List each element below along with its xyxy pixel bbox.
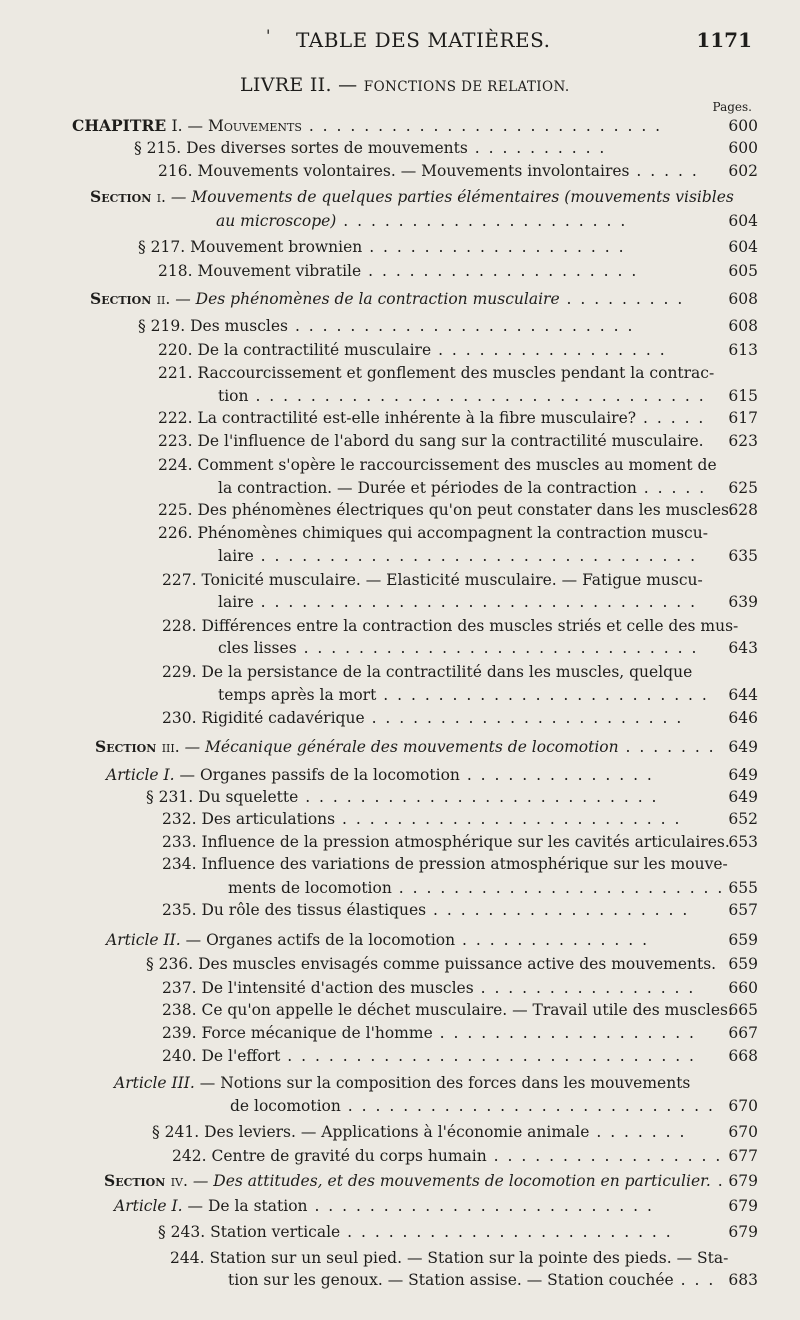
toc-entry	[162, 662, 692, 682]
toc-entry	[152, 1122, 686, 1142]
page-ref: 615	[728, 387, 758, 405]
entry-number: 218.	[158, 262, 198, 280]
toc-entry	[158, 455, 717, 475]
page-ref: 643	[728, 639, 758, 657]
toc-entry	[114, 1073, 690, 1093]
leader-dots: . . . . . . . . . . . . . . . . . . . . . . . . .	[288, 317, 635, 335]
page-ref: 600	[728, 117, 758, 135]
book-heading	[240, 74, 570, 96]
entry-title: Station verticale	[210, 1223, 341, 1241]
leader-dots: . . . . . . . . . . . . . . . . . . . . . . . . . . .	[340, 1097, 715, 1115]
page-ref: 660	[728, 979, 758, 997]
toc-entry	[218, 685, 709, 705]
page-ref: 679	[728, 1197, 758, 1215]
entry-number: I.	[171, 1197, 188, 1215]
leader-dots: . . . . . . .	[589, 1123, 687, 1141]
page-ref: 683	[728, 1271, 758, 1289]
entry-number: II.	[163, 931, 186, 949]
leader-dots: . . . . . . . . . . . . . . . . . . .	[362, 238, 626, 256]
toc-entry	[158, 431, 704, 451]
toc-entry	[158, 523, 708, 543]
entry-title: Des diverses sortes de mouvements	[186, 139, 468, 157]
entry-label: Section	[104, 1171, 171, 1190]
page-ref: 657	[728, 901, 758, 919]
leader-dots: . . . . . . . . . . . . . . . . . . . . . . . . . . . . . . . .	[253, 593, 698, 611]
entry-number: § 217.	[138, 238, 191, 256]
toc-entry	[72, 116, 662, 136]
toc-entry	[158, 1222, 673, 1242]
page-ref: 670	[728, 1097, 758, 1115]
leader-dots: . . . . .	[629, 162, 699, 180]
entry-title: Rigidité cadavérique	[201, 709, 365, 727]
entry-number: § 219.	[138, 317, 191, 335]
entry-number: 220.	[158, 341, 198, 359]
toc-entry	[228, 878, 724, 898]
entry-title: tion sur les genoux. — Station assise. — Station couchée	[228, 1271, 674, 1289]
entry-title: cles lisses	[218, 639, 297, 657]
toc-entry	[158, 408, 705, 428]
toc-entry	[158, 261, 638, 281]
page-ref: 665	[728, 1001, 758, 1019]
leader-dots: . . . . . . .	[618, 738, 716, 756]
leader-dots: . . . . . . . . . . . . . . . . . . . . . . . . .	[335, 810, 682, 828]
entry-number: 244.	[170, 1249, 210, 1267]
header-mark: '	[266, 26, 271, 45]
toc-entry	[90, 289, 684, 309]
leader-dots: . . . . .	[636, 409, 706, 427]
entry-number: 233.	[162, 833, 202, 851]
toc-entry	[218, 592, 697, 612]
entry-number: 216.	[158, 162, 198, 180]
toc-entry	[158, 363, 714, 383]
entry-title: au microscope)	[216, 212, 337, 230]
toc-entry	[106, 930, 649, 950]
entry-title: Des leviers. — Applications à l'économie animale	[204, 1123, 590, 1141]
entry-title: — Mouvements	[187, 117, 302, 135]
toc-entry	[158, 500, 734, 520]
entry-title: De l'influence de l'abord du sang sur la contractilité musculaire.	[197, 432, 704, 450]
toc-entry	[218, 478, 706, 498]
entry-title: Ce qu'on appelle le déchet musculaire. — Travail utile des muscles.	[201, 1001, 733, 1019]
entry-number: 230.	[162, 709, 202, 727]
entry-title: laire	[218, 547, 254, 565]
leader-dots: . . . . . . . . . . . . . . . . . . . . . . . .	[391, 879, 725, 897]
entry-title: Influence de la pression atmosphérique sur les cavités articulaires.	[201, 833, 730, 851]
page-ref: 649	[728, 788, 758, 806]
entry-title: De l'intensité d'action des muscles	[201, 979, 474, 997]
leader-dots: . . . . . . . . . . . . . . . . . . . . . . . . .	[307, 1197, 654, 1215]
entry-number: 229.	[162, 663, 202, 681]
entry-label: Article	[114, 1074, 172, 1092]
entry-number: § 236.	[146, 955, 199, 973]
leader-dots: . . . . . . . . . . . . . . . . . . . . .	[336, 212, 628, 230]
entry-title: De la persistance de la contractilité dans les muscles, quelque	[201, 663, 693, 681]
entry-title: Influence des variations de pression atmosphérique sur les mouve-	[201, 855, 728, 873]
toc-entry	[216, 211, 627, 231]
entry-title: Du squelette	[198, 788, 299, 806]
leader-dots: . . . . . . . . . . . . . . . . . . . . . . . . . . . . . . . .	[253, 547, 698, 565]
entry-number: § 241.	[152, 1123, 205, 1141]
entry-number: 222.	[158, 409, 198, 427]
toc-entry	[162, 1023, 696, 1043]
entry-title: Centre de gravité du corps humain	[211, 1147, 487, 1165]
leader-dots: . . . . . . . . . . . . . . . . . . . . . . . . . . . . . . . . .	[248, 387, 706, 405]
leader-dots: . . . . .	[636, 479, 707, 497]
running-header	[0, 28, 800, 58]
page-number: 1171	[696, 28, 752, 52]
toc-entry	[106, 765, 654, 785]
entry-number: iv.	[170, 1172, 193, 1190]
entry-number: I.	[163, 766, 180, 784]
entry-title: Des muscles envisagés comme puissance active des mouvements.	[198, 955, 717, 973]
entry-title: — Organes actifs de la locomotion	[185, 931, 456, 949]
toc-entry	[162, 616, 738, 636]
entry-number: 235.	[162, 901, 202, 919]
toc-entry	[162, 1046, 696, 1066]
toc-entry	[90, 187, 734, 207]
entry-number: 225.	[158, 501, 198, 519]
page-ref: 679	[728, 1172, 758, 1190]
leader-dots: . . . . . . . . . . . . . . . . . . . . . . . .	[340, 1223, 673, 1241]
leader-dots: . . .	[673, 1271, 716, 1289]
page-ref: 649	[728, 766, 758, 784]
entry-number: 239.	[162, 1024, 202, 1042]
page-ref: 649	[728, 738, 758, 756]
toc-entry	[230, 1096, 715, 1116]
leader-dots: . . . . . . . . . . . . . . . . .	[486, 1147, 723, 1165]
toc-entry	[162, 809, 681, 829]
page-ref: 677	[728, 1147, 758, 1165]
toc-entry	[162, 978, 695, 998]
entry-title: Mouvement brownien	[190, 238, 363, 256]
toc-entry	[162, 854, 728, 874]
entry-number: 226.	[158, 524, 198, 542]
entry-title: Raccourcissement et gonflement des muscles pendant la contrac-	[197, 364, 715, 382]
page-ref: 670	[728, 1123, 758, 1141]
entry-title: tion	[218, 387, 249, 405]
entry-number: § 231.	[146, 788, 199, 806]
running-title: TABLE DES MATIÈRES.	[296, 28, 551, 52]
entry-number: 228.	[162, 617, 202, 635]
leader-dots: . . . . . . . . . . . . . . . .	[473, 979, 696, 997]
toc-entry	[146, 954, 716, 974]
toc-entry	[95, 737, 716, 757]
page-ref: 646	[728, 709, 758, 727]
entry-title: Phénomènes chimiques qui accompagnent la contraction muscu-	[197, 524, 708, 542]
entry-number: 238.	[162, 1001, 202, 1019]
toc-entry	[218, 386, 706, 406]
entry-number: III.	[171, 1074, 200, 1092]
entry-title: la contraction. — Durée et périodes de la contraction	[218, 479, 637, 497]
leader-dots: .	[710, 1172, 725, 1190]
page-ref: 613	[728, 341, 758, 359]
leader-dots: . . . . . . . . . . . . . . . . . . . . . . . . . .	[301, 117, 663, 135]
toc-entry	[170, 1248, 728, 1268]
page-ref: 652	[728, 810, 758, 828]
leader-dots: . . . . . . . . . . . . . . . . . . .	[426, 901, 690, 919]
page-ref: 668	[728, 1047, 758, 1065]
entry-title: — Des phénomènes de la contraction musculaire	[175, 290, 560, 308]
entry-label: Section	[95, 737, 162, 756]
entry-title: temps après la mort	[218, 686, 377, 704]
entry-number: I.	[171, 117, 188, 135]
toc-entry	[134, 138, 606, 158]
toc-entry	[146, 787, 658, 807]
page-ref: 623	[728, 432, 758, 450]
entry-title: Des muscles	[190, 317, 289, 335]
leader-dots: . . . . . . . . . . . . . . . . . . . . . . . . . . . . . .	[280, 1047, 696, 1065]
toc-entry	[162, 900, 689, 920]
toc-entry	[162, 832, 730, 852]
entry-title: Tonicité musculaire. — Elasticité musculaire. — Fatigue muscu-	[201, 571, 703, 589]
entry-title: Force mécanique de l'homme	[201, 1024, 433, 1042]
entry-title: Comment s'opère le raccourcissement des muscles au moment de	[197, 456, 717, 474]
entry-title: Des phénomènes électriques qu'on peut constater dans les muscles.	[197, 501, 734, 519]
leader-dots: . . . . . . . . . . . . . . . . . . .	[432, 1024, 696, 1042]
toc-entry	[114, 1196, 654, 1216]
leader-dots: . . . . . . . . . . . . . . . . . . . . . . .	[364, 709, 684, 727]
entry-title: Mouvement vibratile	[197, 262, 362, 280]
entry-title: de locomotion	[230, 1097, 341, 1115]
page-ref: 653	[728, 833, 758, 851]
toc-entry	[218, 546, 697, 566]
page-ref: 608	[728, 317, 758, 335]
toc-entry	[158, 161, 699, 181]
entry-number: 223.	[158, 432, 198, 450]
page-ref: 655	[728, 879, 758, 897]
entry-label: Section	[90, 289, 157, 308]
page-ref: 600	[728, 139, 758, 157]
entry-title: laire	[218, 593, 254, 611]
leader-dots: . . . . . . . . .	[559, 290, 685, 308]
entry-title: Du rôle des tissus élastiques	[201, 901, 427, 919]
entry-label: Article	[114, 1197, 172, 1215]
toc-entry	[218, 638, 698, 658]
entry-title: De la contractilité musculaire	[197, 341, 432, 359]
leader-dots: . . . . . . . . . . . . . . . . . . . . . . . . . .	[298, 788, 659, 806]
entry-title: De l'effort	[201, 1047, 281, 1065]
entry-title: Mouvements volontaires. — Mouvements involontaires	[197, 162, 630, 180]
book-title: LIVRE II. —	[240, 74, 358, 96]
entry-label: Article	[106, 766, 164, 784]
entry-number: 221.	[158, 364, 198, 382]
page-ref: 639	[728, 593, 758, 611]
leader-dots: . . . . . . . . . . . . . . . . . . . . . . . . . . . . .	[296, 639, 699, 657]
entry-title: Différences entre la contraction des muscles striés et celle des mus-	[201, 617, 739, 635]
entry-number: i.	[156, 188, 171, 206]
entry-number: § 243.	[158, 1223, 211, 1241]
entry-title: Des articulations	[201, 810, 336, 828]
entry-label: Section	[90, 187, 157, 206]
leader-dots: . . . . . . . . . . . . . . . . . . . .	[361, 262, 639, 280]
toc-entry	[162, 1000, 733, 1020]
page-ref: 604	[728, 238, 758, 256]
entry-title: — Notions sur la composition des forces dans les mouvements	[199, 1074, 691, 1092]
leader-dots: . . . . . . . . . . . . . .	[455, 931, 650, 949]
toc-entry	[158, 340, 667, 360]
entry-number: 227.	[162, 571, 202, 589]
page-ref: 679	[728, 1223, 758, 1241]
page-ref: 602	[728, 162, 758, 180]
entry-number: 237.	[162, 979, 202, 997]
entry-number: 242.	[172, 1147, 212, 1165]
toc-entry	[138, 316, 634, 336]
entry-title: La contractilité est-elle inhérente à la fibre musculaire?	[197, 409, 637, 427]
toc-entry	[172, 1146, 722, 1166]
entry-title: — Mécanique générale des mouvements de locomotion	[184, 738, 619, 756]
entry-number: 234.	[162, 855, 202, 873]
entry-title: ments de locomotion	[228, 879, 392, 897]
entry-title: — Des attitudes, et des mouvements de locomotion en particulier.	[192, 1172, 711, 1190]
entry-title: — Mouvements de quelques parties élémentaires (mouvements visibles	[170, 188, 734, 206]
entry-number: 224.	[158, 456, 198, 474]
entry-number: 240.	[162, 1047, 202, 1065]
page-ref: 628	[728, 501, 758, 519]
leader-dots: . . . . . . . . . .	[467, 139, 607, 157]
leader-dots: . . . . . . . . . . . . . . . . . . . . . . . .	[376, 686, 709, 704]
entry-label: Article	[106, 931, 164, 949]
entry-title: Station sur un seul pied. — Station sur la pointe des pieds. — Sta-	[209, 1249, 729, 1267]
page-ref: 659	[728, 931, 758, 949]
entry-label: CHAPITRE	[72, 116, 172, 135]
leader-dots: . . . . . . . . . . . . . . . . .	[431, 341, 667, 359]
page-ref: 659	[728, 955, 758, 973]
page-ref: 644	[728, 686, 758, 704]
toc-entry	[228, 1270, 715, 1290]
book-subtitle: FONCTIONS DE RELATION.	[363, 79, 570, 95]
toc-entry	[138, 237, 626, 257]
entry-title: — Organes passifs de la locomotion	[179, 766, 460, 784]
page-ref: 617	[728, 409, 758, 427]
toc-entry	[162, 570, 703, 590]
page-ref: 667	[728, 1024, 758, 1042]
entry-number: ii.	[156, 290, 176, 308]
pages-column-label: Pages.	[712, 100, 752, 114]
page-ref: 625	[728, 479, 758, 497]
toc-entry	[162, 708, 683, 728]
page-ref: 604	[728, 212, 758, 230]
page-ref: 608	[728, 290, 758, 308]
entry-number: 232.	[162, 810, 202, 828]
toc-entry	[104, 1171, 725, 1191]
entry-number: iii.	[161, 738, 185, 756]
entry-title: — De la station	[187, 1197, 308, 1215]
page-ref: 635	[728, 547, 758, 565]
leader-dots: . . . . . . . . . . . . . .	[459, 766, 654, 784]
entry-number: § 215.	[134, 139, 187, 157]
page-ref: 605	[728, 262, 758, 280]
